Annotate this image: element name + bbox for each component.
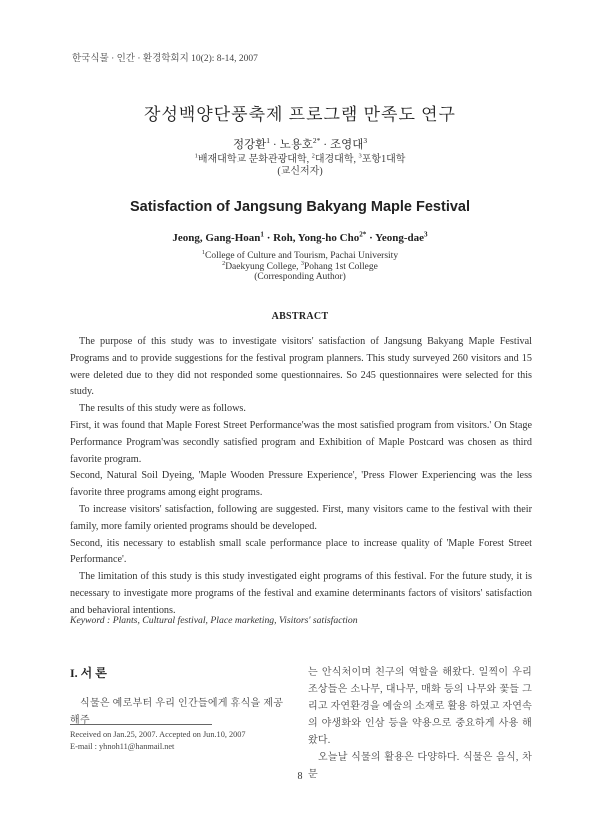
abstract-heading: ABSTRACT xyxy=(271,311,329,322)
korean-title: 장성백양단풍축제 프로그램 만족도 연구 xyxy=(144,105,456,124)
author-name: Jeong, Gang-Hoan xyxy=(172,232,261,244)
affiliation-text: College of Culture and Tourism, Pachai University xyxy=(204,251,399,261)
footnote xyxy=(70,729,246,753)
corresponding-note: (교신저자) xyxy=(277,166,323,177)
affiliation-text: Daekyung College, xyxy=(225,261,301,272)
author-superscript: 3 xyxy=(424,230,428,239)
keywords: Keyword : Plants, Cultural festival, Place marketing, Visitors' satisfaction xyxy=(70,615,358,626)
left-column-paragraph: 식물은 예로부터 우리 인간들에게 휴식을 제공해주 xyxy=(70,698,284,726)
abstract-paragraph: First, it was found that Maple Forest Street Performance'was the most satisfied program from visitors.' On Stage Performance Program'was secondly satisfied program and Exhibition of Maple Postcard was chosen as third favorite program. xyxy=(70,419,532,465)
korean-authors xyxy=(0,136,600,152)
footnote-divider xyxy=(70,724,212,725)
affiliation-text: 대경대학, xyxy=(314,154,359,165)
right-column xyxy=(308,664,532,783)
affiliation-text: Pohang 1st College xyxy=(303,261,378,272)
affiliation-superscript: 3 xyxy=(300,260,304,267)
corresponding-note: (Corresponding Author) xyxy=(254,272,346,282)
english-authors xyxy=(0,232,600,244)
affiliation-superscript: 1 xyxy=(201,249,205,256)
abstract-paragraph: The purpose of this study was to investigate visitors' satisfaction of Jangsung Bakyang Maple Festival Programs and to provide suggestions for the festival program planners. This study surveyed 260 visitors and 15 were deleted due to they did not responded some questionnaires. So 245 questionnaires were selected for this study. xyxy=(70,336,532,398)
author-superscript: 1 xyxy=(266,136,270,146)
abstract-paragraph: Second, itis necessary to establish small scale performance place to increase quality of 'Maple Forest Street Performance'. xyxy=(70,537,532,566)
body-paragraph: 오늘날 식물의 활용은 다양하다. 식물은 음식, 차문 xyxy=(308,752,532,780)
abstract-paragraph: Second, Natural Soil Dyeing, 'Maple Wooden Pressure Experience', 'Press Flower Experiencing was the less favorite three programs among eight programs. xyxy=(70,470,532,499)
affiliation-superscript: 3 xyxy=(358,152,362,160)
author-superscript: 1 xyxy=(260,230,264,239)
author-superscript: 3 xyxy=(363,136,368,146)
author-superscript: 2* xyxy=(359,230,367,239)
journal-header: 한국식물 · 인간 · 환경학회지 10(2): 8-14, 2007 xyxy=(72,54,258,64)
author-name: 정강환 xyxy=(232,139,267,151)
received-date: Received on Jan.25, 2007. Accepted on Jun.10, 2007 xyxy=(70,730,246,739)
affiliation-superscript: 2 xyxy=(311,152,315,160)
abstract-paragraph: The limitation of this study is this study investigated eight programs of this festival. For the future study, it is necessary to investigate more programs of the festival and examine determinants factors of visitors' satisfaction and behavioral intentions. xyxy=(70,571,532,616)
author-name: Yeong-dae xyxy=(375,232,425,244)
affiliation-text: 포항1대학 xyxy=(361,154,406,165)
author-separator: · xyxy=(263,232,274,244)
author-separator: · xyxy=(270,139,280,151)
author-separator: · xyxy=(366,232,376,244)
affiliation-superscript: 1 xyxy=(194,152,198,160)
affiliation-text: 배재대학교 문화관광대학, xyxy=(197,154,312,165)
author-name: Roh, Yong-ho Cho xyxy=(273,232,360,244)
english-title: Satisfaction of Jangsung Bakyang Maple Festival xyxy=(129,199,471,215)
author-name: 조영대 xyxy=(329,139,364,151)
section-heading: I. 서 론 xyxy=(70,666,107,680)
author-superscript: 2* xyxy=(312,136,321,146)
english-affiliations xyxy=(0,251,600,283)
author-name: 노용호 xyxy=(279,139,313,151)
email: E-mail : yhnoh11@hanmail.net xyxy=(70,742,175,751)
page-number: 8 xyxy=(297,771,303,782)
abstract-body xyxy=(70,334,532,620)
author-separator: · xyxy=(320,139,330,151)
affiliation-superscript: 2 xyxy=(222,260,226,267)
korean-affiliations xyxy=(0,154,600,178)
affiliation-line xyxy=(0,154,600,166)
abstract-paragraph: The results of this study were as follows. xyxy=(79,403,246,415)
affiliation-line xyxy=(0,262,600,273)
body-paragraph: 는 안식처이며 친구의 역할을 해왔다. 일찍이 우리 조상들은 소나무, 대나무, 매화 등의 나무와 꽃들 그리고 자연환경을 예술의 소재로 활용 하였고 자연속의 야생화와 인삼 등을 약용으로 중요하게 사용 해왔다. xyxy=(308,667,532,746)
abstract-paragraph: To increase visitors' satisfaction, following are suggested. First, many visitors came to the festival with their family, more family oriented programs should be developed. xyxy=(70,503,532,532)
